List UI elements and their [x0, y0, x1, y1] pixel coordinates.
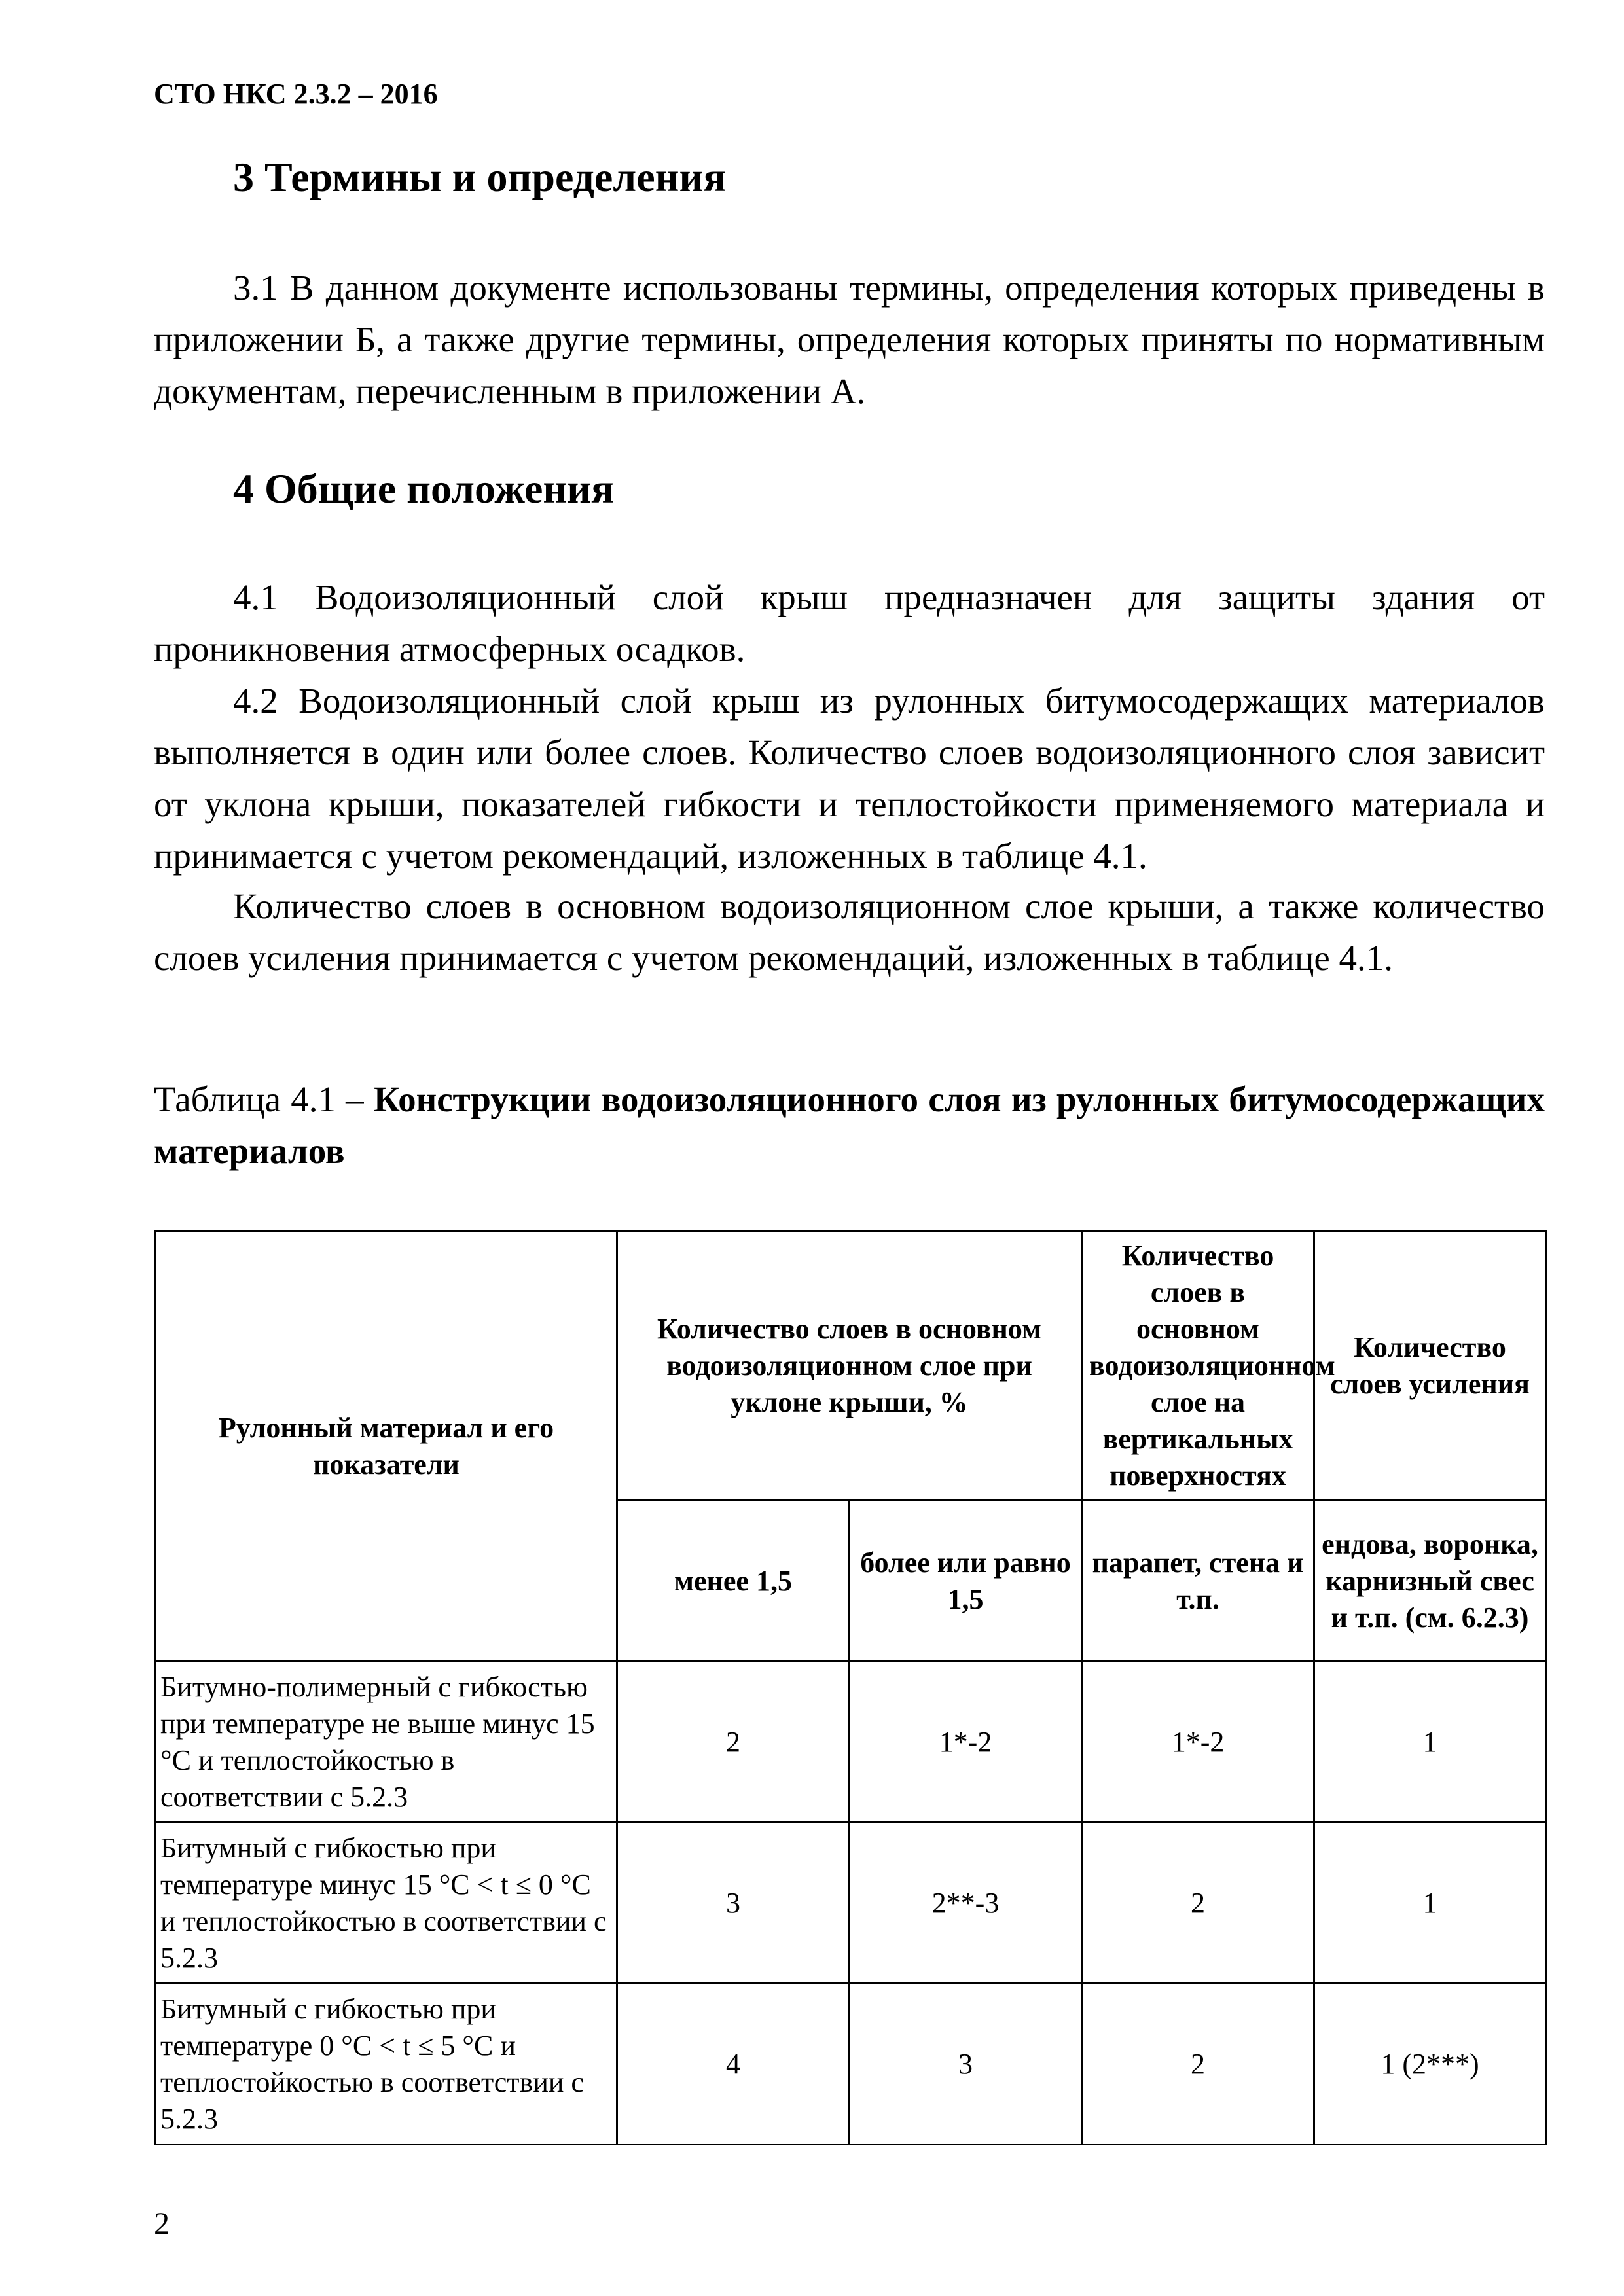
section-3-heading: 3 Термины и определения [233, 154, 726, 200]
cell-vertical: 1*-2 [1082, 1662, 1314, 1823]
cell-slope-greater-equal: 1*-2 [850, 1662, 1082, 1823]
cell-material: Битумный с гибкостью при температуре минус 15 °С < t ≤ 0 °С и теплостойкостью в соответствии с 5.2.3 [156, 1823, 617, 1984]
page-number: 2 [154, 2206, 170, 2241]
table-row [156, 1662, 1546, 1823]
paragraph-3-1: 3.1 В данном документе использованы термины, определения которых приведены в приложении Б, а также другие термины, определения которых приняты по нормативным документам, перечисленным в приложении А. [154, 268, 1545, 411]
cell-slope-less: 3 [617, 1823, 850, 1984]
cell-vertical: 2 [1082, 1823, 1314, 1984]
table-row [156, 1984, 1546, 2145]
document-code: СТО НКС 2.3.2 – 2016 [154, 78, 438, 110]
header-parapet: парапет, стена и т.п. [1082, 1501, 1314, 1662]
cell-reinforcement: 1 (2***) [1314, 1984, 1546, 2145]
cell-slope-less: 2 [617, 1662, 850, 1823]
table-caption-title: Конструкции водоизоляционного слоя из рулонных битумосодержащих материалов [154, 1079, 1545, 1171]
paragraph-4-1: 4.1 Водоизоляционный слой крыш предназначен для защиты здания от проникновения атмосферных осадков. [154, 577, 1545, 669]
cell-vertical: 2 [1082, 1984, 1314, 2145]
header-slope-greater-equal: более или равно 1,5 [850, 1501, 1082, 1662]
table-caption [154, 1073, 1545, 1177]
cell-material: Битумный с гибкостью при температуре 0 °С < t ≤ 5 °С и теплостойкостью в соответствии с 5.2.3 [156, 1984, 617, 2145]
paragraph-4-2: 4.2 Водоизоляционный слой крыш из рулонных битумосодержащих материалов выполняется в один или более слоев. Количество слоев водоизоляционного слоя зависит от уклона крыши, показателей гибкости и теплостойкости применяемого материала и принимается с учетом рекомендаций, изложенных в таблице 4.1. [154, 681, 1545, 876]
header-vertical-layers: Количество слоев в основном водоизоляционном слое на вертикальных поверхностях [1082, 1232, 1314, 1501]
header-reinforcement-layers: Количество слоев усиления [1314, 1232, 1546, 1501]
cell-slope-greater-equal: 2**-3 [850, 1823, 1082, 1984]
header-valley: ендова, воронка, карнизный свес и т.п. (см. 6.2.3) [1314, 1501, 1546, 1662]
header-main-layers: Количество слоев в основном водоизоляционном слое при уклоне крыши, % [617, 1232, 1082, 1501]
paragraph-4-2-continued: Количество слоев в основном водоизоляционном слое крыши, а также количество слоев усиления принимается с учетом рекомендаций, изложенных в таблице 4.1. [154, 886, 1545, 978]
section-4-heading: 4 Общие положения [233, 465, 614, 512]
header-slope-less: менее 1,5 [617, 1501, 850, 1662]
header-material: Рулонный материал и его показатели [156, 1232, 617, 1662]
layers-table [154, 1230, 1547, 2145]
cell-slope-greater-equal: 3 [850, 1984, 1082, 2145]
table-caption-label: Таблица 4.1 – [154, 1079, 374, 1119]
cell-reinforcement: 1 [1314, 1823, 1546, 1984]
cell-material: Битумно-полимерный с гибкостью при температуре не выше минус 15 °С и теплостойкостью в соответствии с 5.2.3 [156, 1662, 617, 1823]
cell-slope-less: 4 [617, 1984, 850, 2145]
cell-reinforcement: 1 [1314, 1662, 1546, 1823]
table-row [156, 1823, 1546, 1984]
